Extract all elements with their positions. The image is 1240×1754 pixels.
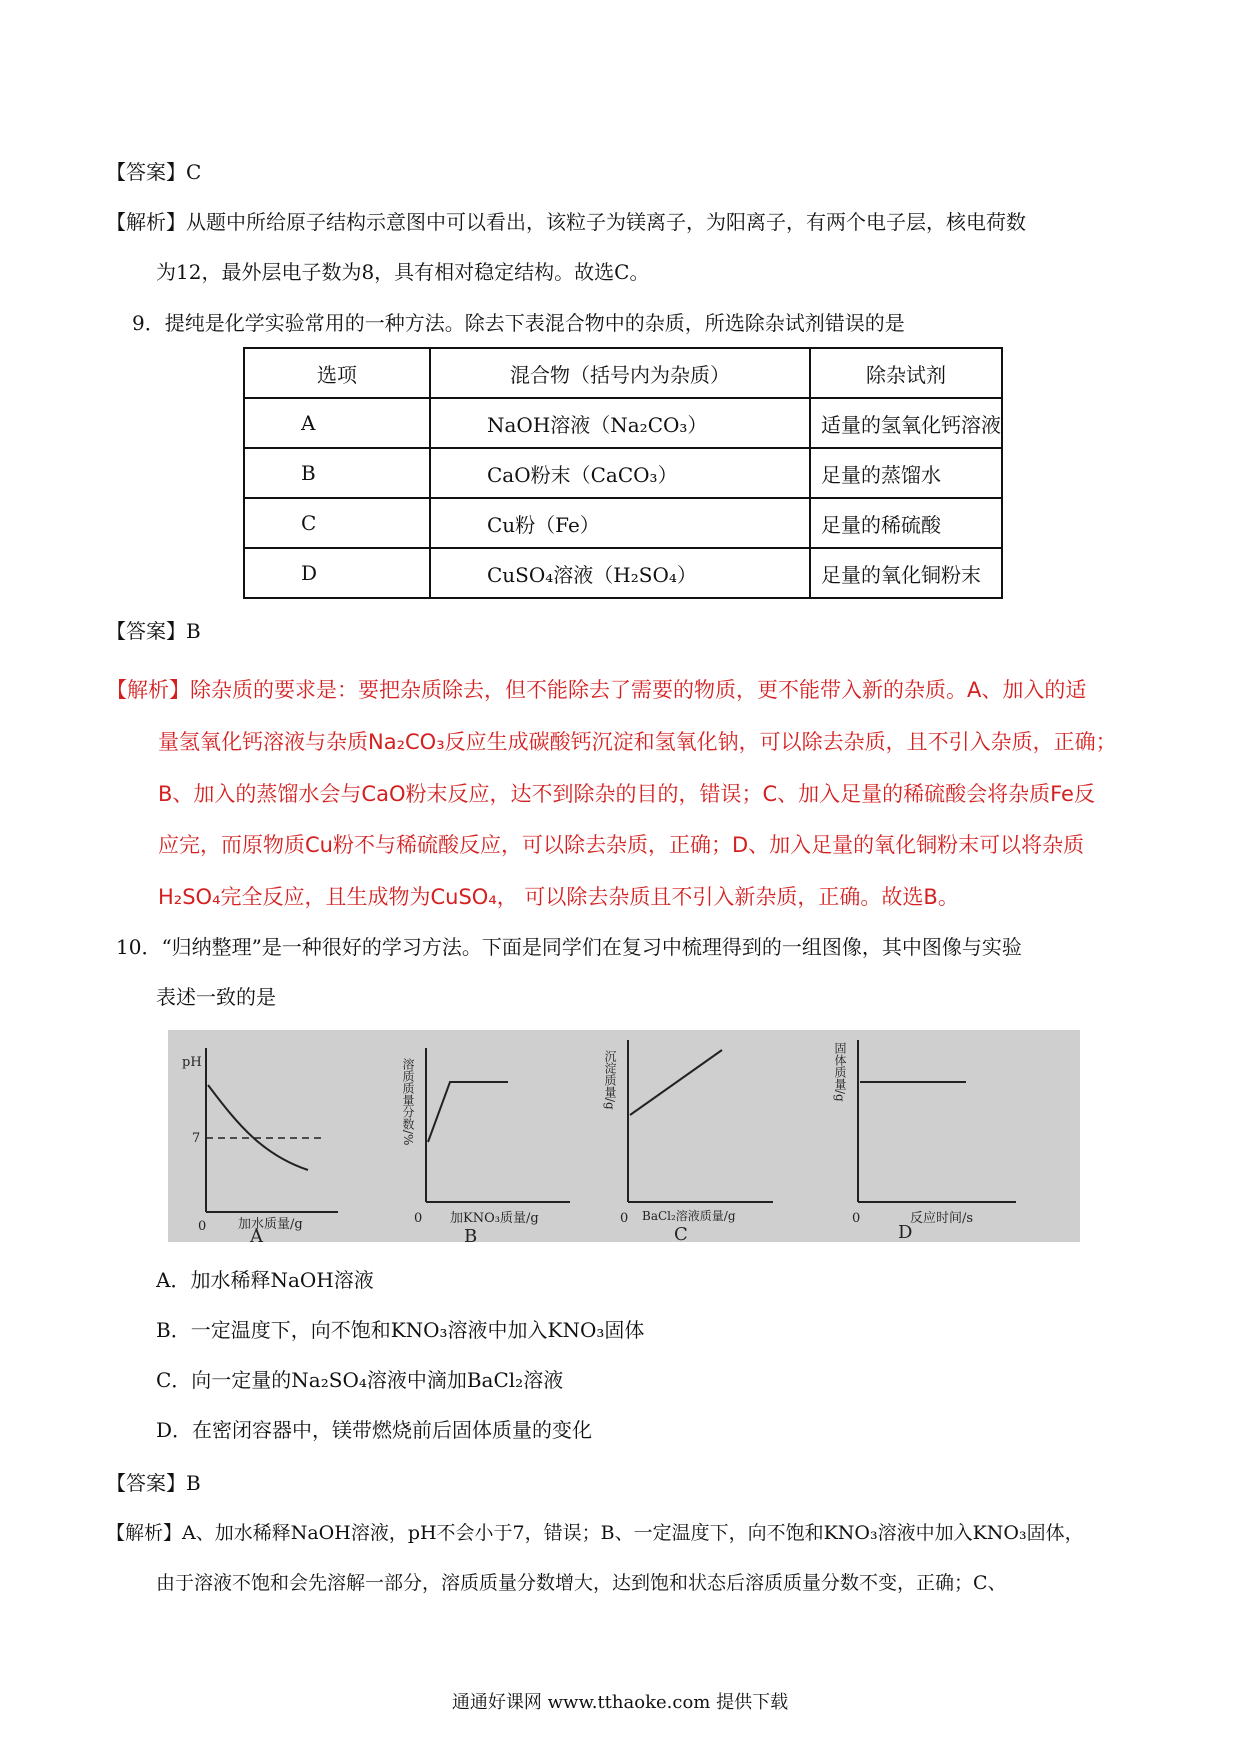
- graph-a-label: A: [250, 1226, 263, 1242]
- q9-analysis-line-5: H₂SO₄完全反应，且生成物为CuSO₄， 可以除去杂质且不引入新杂质，正确。故选B。: [158, 885, 959, 909]
- option-cell: D: [244, 548, 430, 598]
- reagent-cell: 足量的稀硫酸: [810, 498, 1002, 548]
- graph-b-curve: [428, 1082, 508, 1142]
- table-row: [244, 548, 1002, 598]
- graph-b-xlabel: 加KNO₃质量/g: [450, 1211, 539, 1226]
- graph-b-label: B: [464, 1226, 478, 1242]
- graph-d-xlabel: 反应时间/s: [910, 1211, 974, 1226]
- q10-option-a: A．加水稀释NaOH溶液: [156, 1268, 374, 1292]
- mixture-cell: Cu粉（Fe）: [430, 498, 810, 548]
- page-footer: 通通好课网 www.tthaoke.com 提供下载: [451, 1692, 789, 1713]
- option-cell: C: [244, 498, 430, 548]
- table-header-cell: 混合物（括号内为杂质）: [430, 348, 810, 398]
- graph-d-label: D: [898, 1222, 913, 1242]
- graph-a-origin: 0: [198, 1219, 207, 1234]
- option-cell: A: [244, 398, 430, 448]
- table-row: [244, 448, 1002, 498]
- graph-c-label: C: [674, 1224, 688, 1242]
- graph-d: [833, 1040, 1016, 1242]
- q10-analysis-line-2: 由于溶液不饱和会先溶解一部分，溶质质量分数增大，达到饱和状态后溶质质量分数不变，正确；C、: [156, 1572, 1007, 1594]
- q9-answer: 【答案】B: [106, 619, 201, 643]
- q9-analysis-line-4: 应完，而原物质Cu粉不与稀硫酸反应，可以除去杂质，正确；D、加入足量的氧化铜粉末可以将杂质: [158, 833, 1085, 857]
- graph-b-origin: 0: [414, 1211, 423, 1226]
- graph-d-ylabel: 固体质量/g: [833, 1042, 847, 1102]
- q10-option-d: D．在密闭容器中，镁带燃烧前后固体质量的变化: [156, 1418, 593, 1442]
- q10-graphs-svg: [168, 1030, 1080, 1242]
- q10-answer: 【答案】B: [106, 1471, 201, 1495]
- table-header-cell: 除杂试剂: [810, 348, 1002, 398]
- graph-a: [182, 1048, 338, 1242]
- table-row: [244, 498, 1002, 548]
- reagent-cell: 适量的氢氧化钙溶液: [810, 398, 1002, 448]
- q9-analysis-line-2: 量氢氧化钙溶液与杂质Na₂CO₃反应生成碳酸钙沉淀和氢氧化钠，可以除去杂质，且不引入杂质，正确；: [158, 730, 1117, 754]
- graph-c-xlabel: BaCl₂溶液质量/g: [642, 1209, 736, 1223]
- q10-graph-figure: [168, 1030, 1080, 1242]
- table-row: [244, 398, 1002, 448]
- graph-c-origin: 0: [620, 1211, 629, 1226]
- graph-c-line: [630, 1050, 722, 1115]
- graph-a-curve: [208, 1085, 308, 1170]
- graph-a-ytick: 7: [192, 1131, 201, 1146]
- graph-a-xlabel: 加水质量/g: [238, 1217, 303, 1232]
- q9-analysis-line-3: B、加入的蒸馏水会与CaO粉末反应，达不到除杂的目的，错误；C、加入足量的稀硫酸会将杂质Fe反: [158, 782, 1095, 806]
- reagent-cell: 足量的蒸馏水: [810, 448, 1002, 498]
- table-header-row: [244, 348, 1002, 398]
- graph-d-origin: 0: [852, 1211, 861, 1226]
- graph-c-ylabel: 沉淀质量/g: [603, 1050, 617, 1110]
- q9-stem: 9．提纯是化学实验常用的一种方法。除去下表混合物中的杂质，所选除杂试剂错误的是: [132, 311, 905, 335]
- mixture-cell: CuSO₄溶液（H₂SO₄）: [430, 548, 810, 598]
- graph-a-ylabel: pH: [182, 1055, 202, 1070]
- q10-option-c: C．向一定量的Na₂SO₄溶液中滴加BaCl₂溶液: [156, 1368, 564, 1392]
- graph-c: [603, 1040, 773, 1242]
- mixture-cell: NaOH溶液（Na₂CO₃）: [430, 398, 810, 448]
- q8-answer: 【答案】C: [106, 160, 202, 184]
- reagent-cell: 足量的氧化铜粉末: [810, 548, 1002, 598]
- q10-analysis-line-1: 【解析】A、加水稀释NaOH溶液，pH不会小于7，错误；B、一定温度下，向不饱和KNO₃溶液中加入KNO₃固体，: [106, 1522, 1084, 1544]
- q8-analysis-line-1: 【解析】从题中所给原子结构示意图中可以看出，该粒子为镁离子，为阳离子，有两个电子层，核电荷数: [106, 210, 1026, 234]
- q8-analysis-line-2: 为12，最外层电子数为8，具有相对稳定结构。故选C。: [156, 260, 650, 284]
- option-cell: B: [244, 448, 430, 498]
- graph-b: [401, 1048, 570, 1242]
- q9-table: [243, 347, 1003, 599]
- graph-b-ylabel: 溶质质量分数/%: [401, 1058, 415, 1146]
- q10-stem-line-1: 10．“归纳整理”是一种很好的学习方法。下面是同学们在复习中梳理得到的一组图像，其中图像与实验: [116, 935, 1022, 959]
- q9-analysis-line-1: 【解析】除杂质的要求是：要把杂质除去，但不能除去了需要的物质，更不能带入新的杂质。A、加入的适: [106, 678, 1087, 702]
- table-header-cell: 选项: [244, 348, 430, 398]
- mixture-cell: CaO粉末（CaCO₃）: [430, 448, 810, 498]
- q10-option-b: B．一定温度下，向不饱和KNO₃溶液中加入KNO₃固体: [156, 1318, 645, 1342]
- q10-stem-line-2: 表述一致的是: [156, 985, 276, 1009]
